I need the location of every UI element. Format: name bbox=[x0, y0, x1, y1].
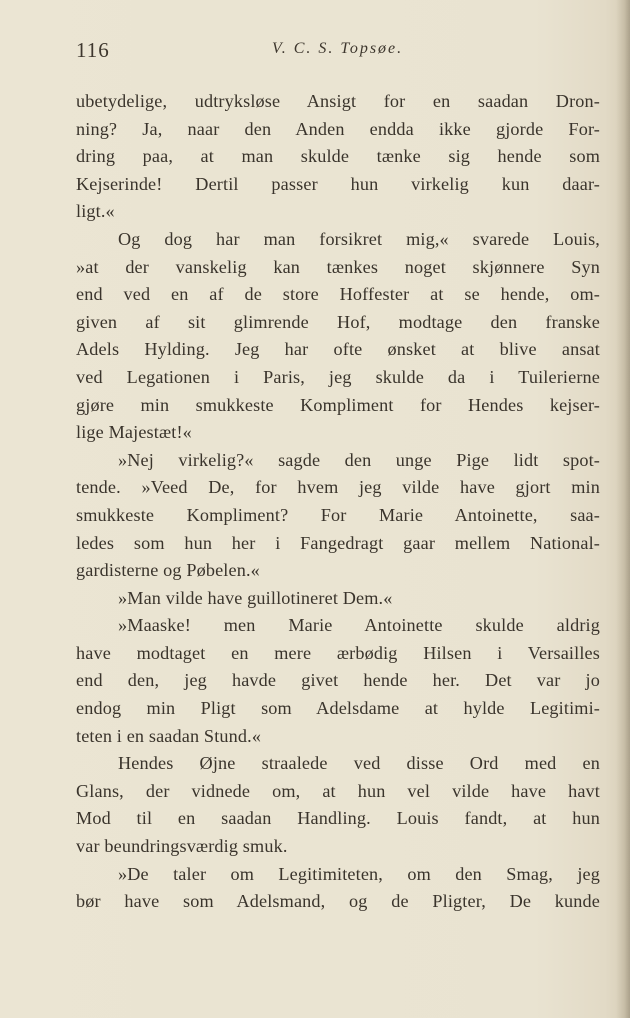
text-line: ligt.« bbox=[76, 201, 115, 222]
body-text bbox=[76, 88, 600, 916]
text-line: Og dog har man forsikret mig,« svarede Louis, bbox=[118, 228, 600, 249]
text-line: »De taler om Legitimiteten, om den Smag, jeg bbox=[118, 863, 600, 884]
text-line: ved Legationen i Paris, jeg skulde da i Tuilerierne bbox=[76, 366, 600, 387]
text-line: dring paa, at man skulde tænke sig hende som bbox=[76, 146, 600, 167]
text-line: end ved en af de store Hoffester at se hende, om- bbox=[76, 284, 600, 305]
text-line: ubetydelige, udtryksløse Ansigt for en saadan Dron- bbox=[76, 91, 600, 111]
text-line: ning? Ja, naar den Anden endda ikke gjorde For- bbox=[76, 118, 600, 139]
text-line: »at der vanskelig kan tænkes noget skjønnere Syn bbox=[76, 256, 600, 277]
text-line: ledes som hun her i Fangedragt gaar mellem National- bbox=[76, 532, 600, 553]
text-line: gardisterne og Pøbelen.« bbox=[76, 560, 260, 581]
text-line: Mod til en saadan Handling. Louis fandt, at hun bbox=[76, 808, 600, 829]
text-line: Kejserinde! Dertil passer hun virkelig kun daar- bbox=[76, 173, 600, 194]
text-line: given af sit glimrende Hof, modtage den franske bbox=[76, 311, 600, 332]
text-line: »Maaske! men Marie Antoinette skulde aldrig bbox=[118, 615, 600, 636]
text-line: gjøre min smukkeste Kompliment for Hendes kejser- bbox=[76, 394, 600, 415]
text-line: Hendes Øjne straalede ved disse Ord med en bbox=[118, 753, 600, 774]
text-line: lige Majestæt!« bbox=[76, 422, 192, 443]
page-number: 116 bbox=[76, 38, 110, 62]
text-line: teten i en saadan Stund.« bbox=[76, 725, 262, 746]
running-head: V. C. S. Topsøe. bbox=[272, 40, 404, 57]
text-line: endog min Pligt som Adelsdame at hylde Legitimi- bbox=[76, 698, 600, 719]
page-header bbox=[76, 38, 601, 66]
text-line: bør have som Adelsmand, og de Pligter, De kunde bbox=[76, 891, 600, 912]
page-edge-shadow bbox=[616, 0, 630, 1018]
text-line: smukkeste Kompliment? For Marie Antoinette, saa- bbox=[76, 504, 600, 525]
text-line: »Nej virkelig?« sagde den unge Pige lidt spot- bbox=[118, 449, 600, 470]
text-line: »Man vilde have guillotineret Dem.« bbox=[118, 587, 393, 608]
text-line: end den, jeg havde givet hende her. Det var jo bbox=[76, 670, 600, 691]
text-line: Glans, der vidnede om, at hun vel vilde have havt bbox=[76, 780, 600, 801]
text-line: Adels Hylding. Jeg har ofte ønsket at blive ansat bbox=[76, 339, 600, 360]
text-line: have modtaget en mere ærbødig Hilsen i Versailles bbox=[76, 642, 600, 663]
text-line: var beundringsværdig smuk. bbox=[76, 836, 288, 857]
text-line: tende. »Veed De, for hvem jeg vilde have gjort min bbox=[76, 477, 600, 498]
